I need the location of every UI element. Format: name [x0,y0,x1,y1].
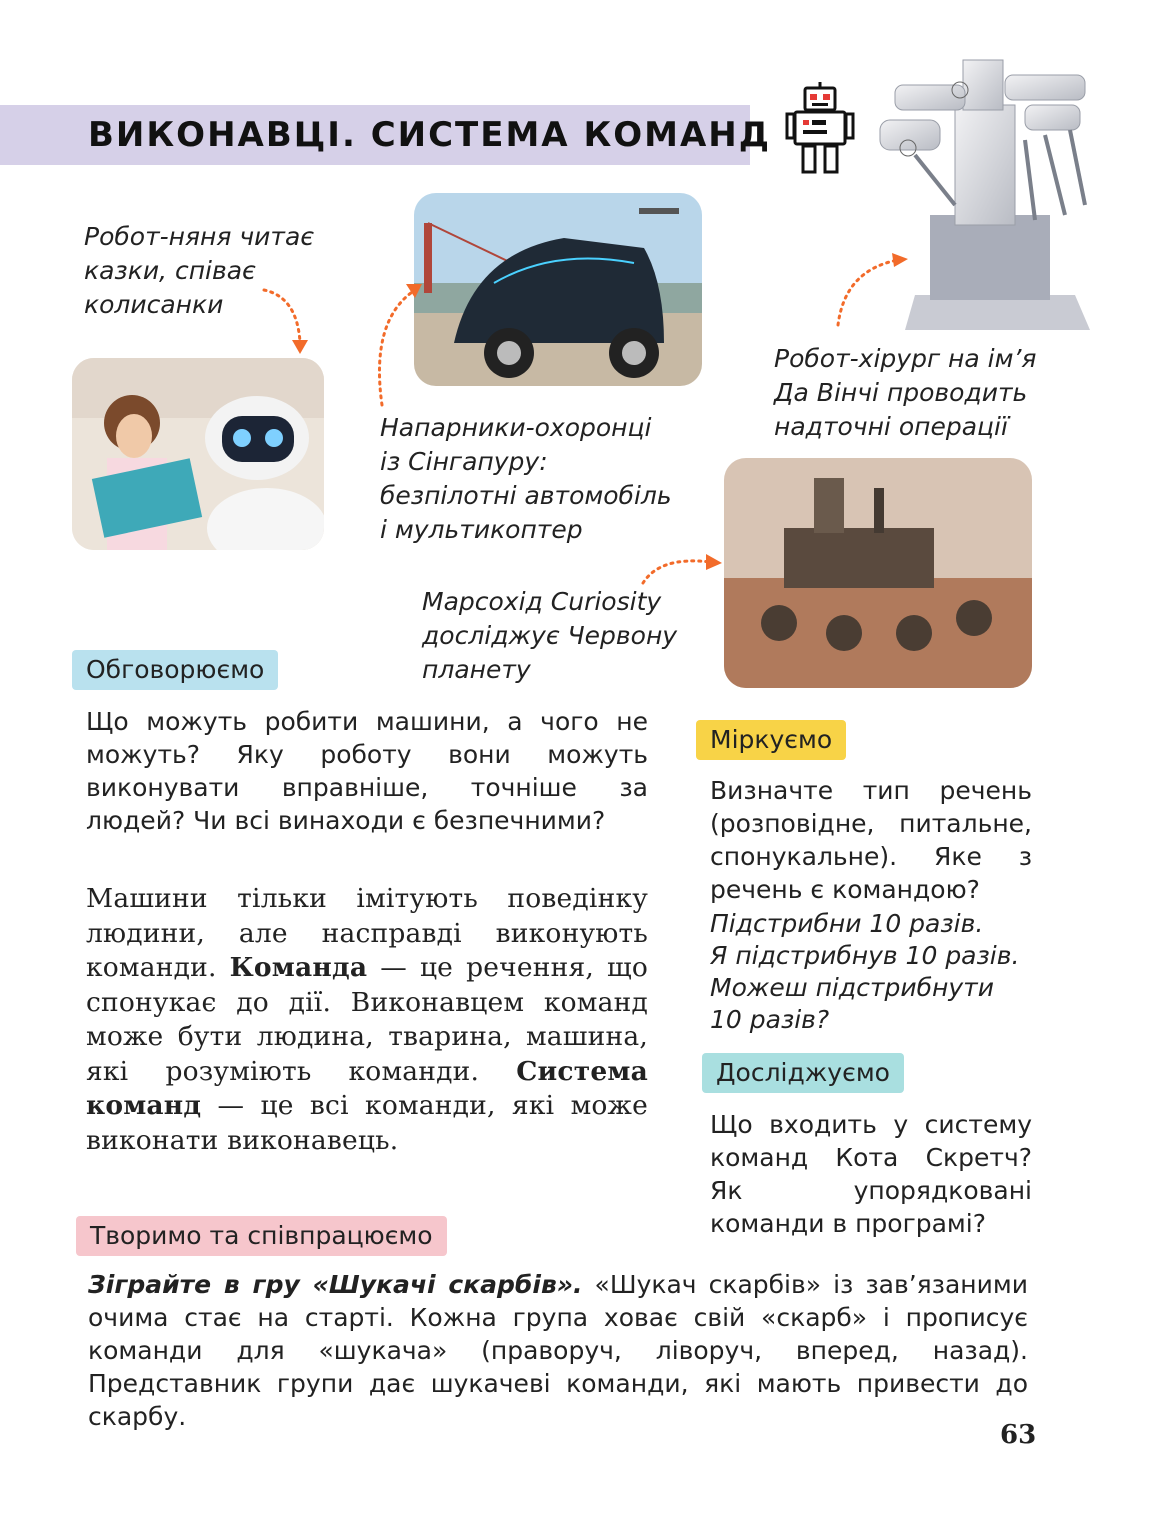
term-command: Команда [229,952,368,983]
theory-text [86,882,648,1158]
caption-line: планету [422,655,531,684]
create-text [88,1268,1028,1433]
robot-icon [785,80,855,175]
dotted-arrow-icon [830,250,910,330]
mars-rover-photo [724,458,1032,688]
caption-line: Марсохід Curiosity [422,587,662,616]
explore-label: Досліджуємо [702,1053,904,1093]
theory-part: Машини тільки імітують поведінку людини, але насправді виконують команди. [86,883,648,983]
caption-line: із Сінгапуру: [380,447,548,476]
explore-text: Що входить у систему команд Кота Скретч? Як упорядковані команди в програмі? [710,1110,1032,1238]
discuss-label: Обговорюємо [72,650,278,690]
example-line: Можеш підстрибнути 10 разів? [710,973,994,1034]
dotted-arrow-icon [640,548,725,588]
guard-vehicle-photo [414,193,702,386]
think-label: Міркуємо [696,720,846,760]
caption-line: Да Вінчі проводить [774,378,1028,407]
caption-line: Робот-няня читає [84,222,315,251]
caption-line: і мультикоптер [380,515,583,544]
robot-nanny-photo [72,358,324,550]
caption-line: колисанки [84,290,224,319]
surgeon-caption [774,342,1054,444]
caption-line: Напарники-охоронці [380,413,652,442]
example-line: Я підстрибнув 10 разів. [710,941,1020,970]
example-line: Підстрибни 10 разів. [710,909,984,938]
rover-caption [422,585,722,687]
caption-line: надточні операції [774,412,1008,441]
create-lead: Зіграйте в гру «Шукачі скарбів». [88,1270,583,1299]
theory-part: — це речення, що спонукає до дії. Виконавцем команд може бути людина, тварина, машина, які розуміють команди. [86,952,648,1087]
guards-caption [380,411,700,547]
think-examples [710,908,1032,1036]
caption-line: безпілотні автомобіль [380,481,672,510]
create-body: «Шукач скарбів» із зав’язаними очима стає на старті. Кожна група ховає свій «скарб» і прописує команди для «шукача» (праворуч, ліворуч, вперед, назад). Представник групи дає шукачеві команди, які мають привести до скарбу. [88,1270,1028,1431]
term-command-system: Система команд [86,1055,648,1121]
caption-line: казки, співає [84,256,256,285]
caption-line: досліджує Червону [422,621,678,650]
create-label: Творимо та співпрацюємо [76,1216,447,1256]
page-title: ВИКОНАВЦІ. СИСТЕМА КОМАНД [88,115,772,155]
discuss-text: Що можуть робити машини, а чого не можуть? Яку роботу вони можуть виконувати вправніше, точніше за людей? Чи всі винаходи є безпечними? [86,707,648,835]
caption-line: Робот-хірург на ім’я [774,344,1037,373]
dotted-arrow-icon [262,282,312,357]
dotted-arrow-icon [370,280,430,410]
think-text: Визначте тип речень (розповідне, питальне, спонукальне). Яке з речень є командою? [710,776,1032,904]
theory-part: — це всі команди, які може виконати виконавець. [86,1090,648,1156]
page-number: 63 [1000,1420,1037,1450]
